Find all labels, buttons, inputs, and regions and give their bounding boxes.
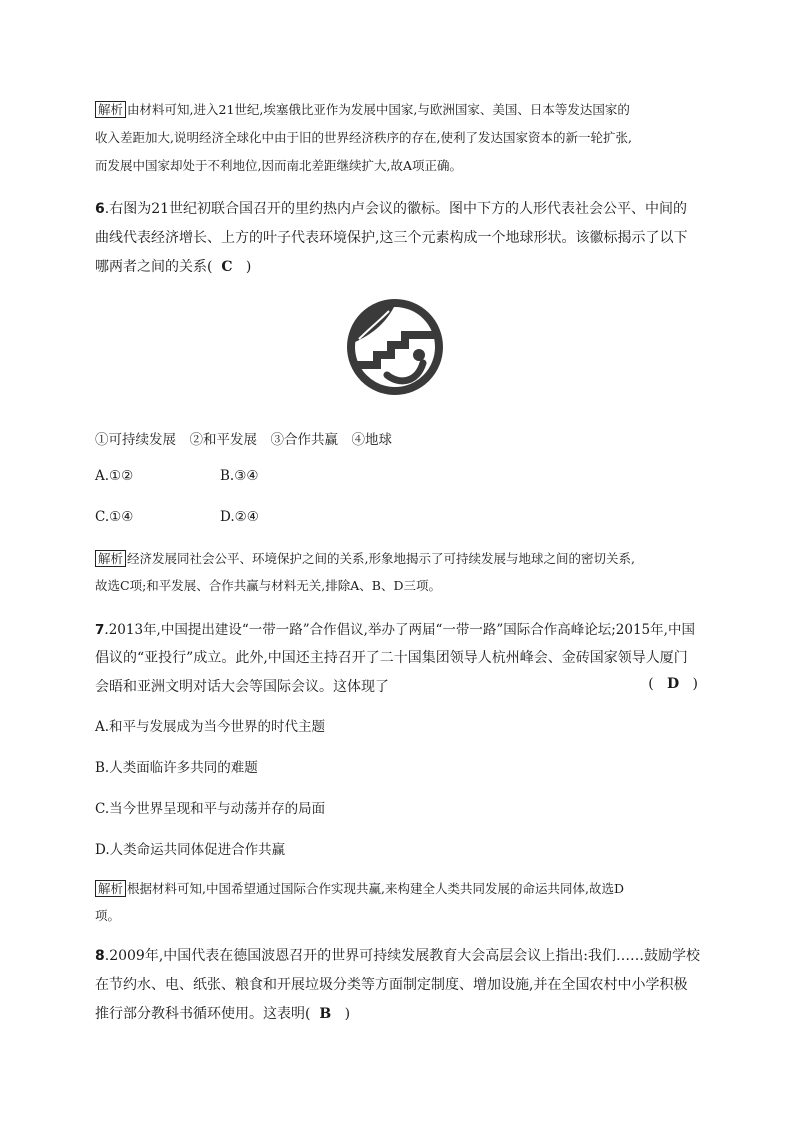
explanation-tag: 解析 [95,550,126,567]
statement-items: ①可持续发展 ②和平发展 ③合作共赢 ④地球 [95,432,392,448]
question-stem-line: 推行部分教科书循环使用。这表明( [95,1006,311,1022]
option-b[interactable]: B.人类面临许多共同的难题 [95,760,258,776]
answer-close-paren: ) [245,259,252,275]
answer-bracket: ( D ) [648,676,698,692]
question-stem-line: .2009年,中国代表在德国波恩召开的世界可持续发展教育大会高层会议上指出:我们……鼓励学校 [104,948,700,964]
option-c[interactable]: C.①④ [95,509,134,525]
option-a[interactable]: A.①② [95,468,134,484]
option-b[interactable]: B.③④ [220,468,259,484]
question-stem-line: 会晤和亚洲文明对话大会等国际会议。这体现了 [95,679,389,695]
answer-letter: C [221,259,233,275]
option-c[interactable]: C.当今世界呈现和平与动荡并存的局面 [95,801,326,817]
explanation-line: 项。 [95,908,121,923]
explanation-line: 而发展中国家却处于不利地位,因而南北差距继续扩大,故A项正确。 [95,158,462,173]
question-number: 6 [95,201,105,217]
explanation-line: 根据材料可知,中国希望通过国际合作实现共赢,来构建全人类共同发展的命运共同体,故选D [127,881,624,896]
question-stem-line: .2013年,中国提出建设“一带一路”合作倡议,举办了两届“一带一路”国际合作高峰论坛;2015年,中国 [104,622,695,638]
option-a[interactable]: A.和平与发展成为当今世界的时代主题 [95,719,326,735]
question-number: 8 [95,948,105,964]
explanation-tag: 解析 [95,880,126,897]
answer-letter: B [319,1006,332,1022]
explanation-line: 经济发展同社会公平、环境保护之间的关系,形象地揭示了可持续发展与地球之间的密切关系, [127,551,635,566]
question-stem-line: 曲线代表经济增长、上方的叶子代表环境保护,这三个元素构成一个地球形状。该徽标揭示了以下 [95,230,688,246]
option-d[interactable]: D.人类命运共同体促进合作共赢 [95,842,286,858]
question-stem-line: 哪两者之间的关系( [95,259,213,275]
explanation-tag: 解析 [95,101,126,118]
rio-conference-emblem-icon [347,299,443,395]
explanation-line: 故选C项;和平发展、合作共赢与材料无关,排除A、B、D三项。 [95,578,441,593]
question-stem-line: 在节约水、电、纸张、粮食和开展垃圾分类等方面制定制度、增加设施,并在全国农村中小学积极 [95,977,688,993]
question-stem-line: .右图为21世纪初联合国召开的里约热内卢会议的徽标。图中下方的人形代表社会公平、中间的 [104,201,688,217]
question-number: 7 [95,622,105,638]
answer-letter: D [667,676,680,692]
explanation-line: 由材料可知,进入21世纪,埃塞俄比亚作为发展中国家,与欧洲国家、美国、日本等发达国家的 [127,102,630,117]
answer-close-paren: ) [344,1006,351,1022]
question-stem-line: 倡议的“亚投行”成立。此外,中国还主持召开了二十国集团领导人杭州峰会、金砖国家领导人厦门 [95,650,688,666]
option-d[interactable]: D.②④ [220,509,259,525]
explanation-line: 收入差距加大,说明经济全球化中由于旧的世界经济秩序的存在,使利了发达国家资本的新一轮扩张, [95,130,632,145]
